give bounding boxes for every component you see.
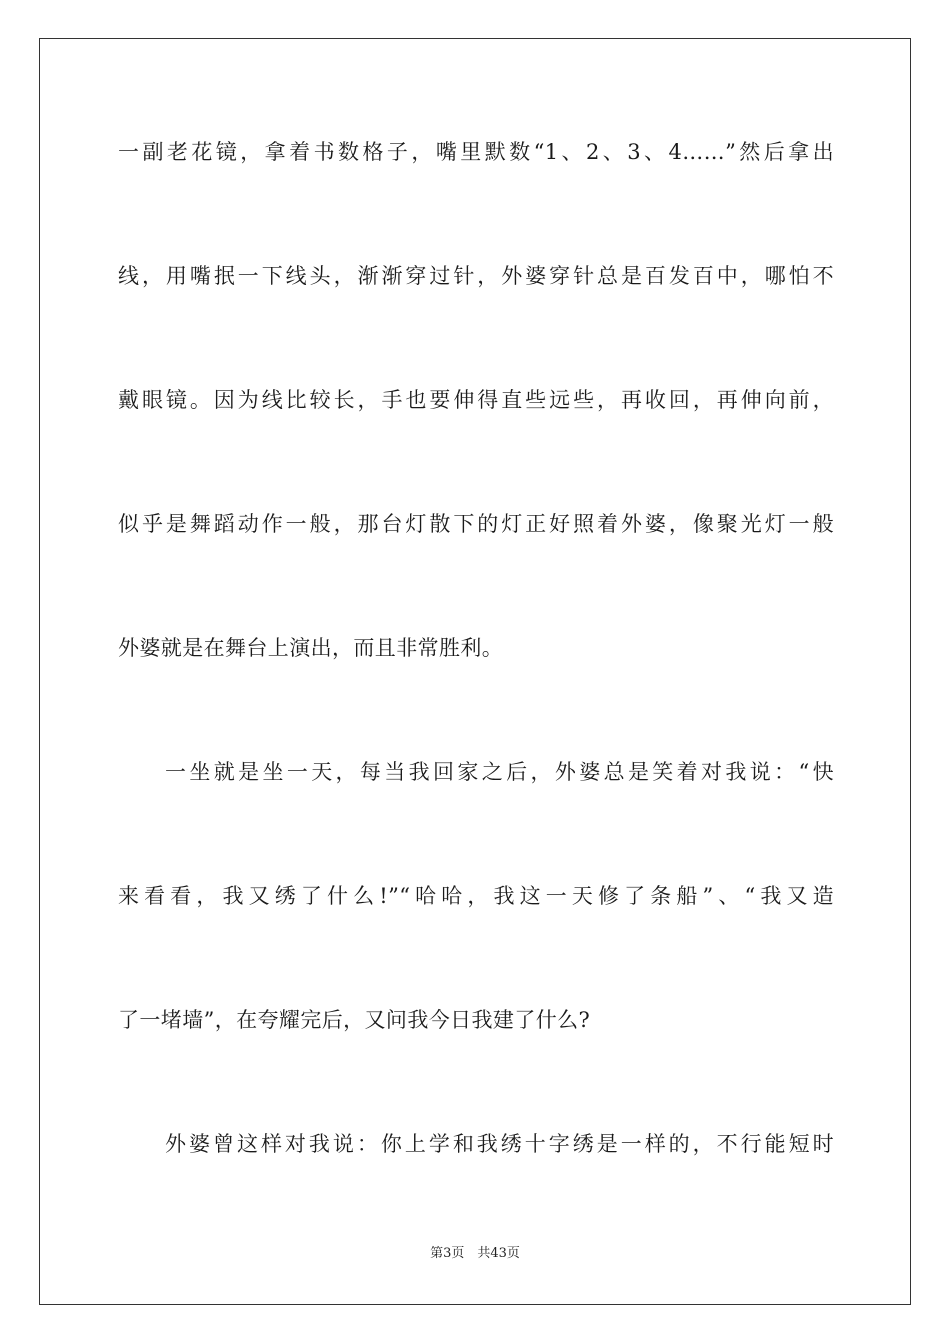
paragraph-line-9: 外婆曾这样对我说：你上学和我绣十字绣是一样的，不行能短时 (165, 1132, 834, 1156)
page-number-footer: 第3页 共43页 (430, 1246, 520, 1261)
paragraph-line-2: 线，用嘴抿一下线头，渐渐穿过针，外婆穿针总是百发百中，哪怕不 (118, 264, 834, 288)
paragraph-line-8: 了一堵墙”，在夸耀完后，又问我今日我建了什么? (118, 1008, 591, 1032)
page-border (39, 38, 911, 1305)
paragraph-line-6: 一坐就是坐一天，每当我回家之后，外婆总是笑着对我说：“快 (165, 760, 834, 784)
paragraph-line-3: 戴眼镜。因为线比较长，手也要伸得直些远些，再收回，再伸向前， (118, 388, 834, 412)
paragraph-line-1: 一副老花镜，拿着书数格子，嘴里默数“1、2、3、4……”然后拿出 (118, 140, 834, 164)
paragraph-line-7: 来看看，我又绣了什么!”“哈哈，我这一天修了条船”、“我又造 (118, 884, 834, 908)
paragraph-line-5: 外婆就是在舞台上演出，而且非常胜利。 (118, 636, 504, 660)
paragraph-line-4: 似乎是舞蹈动作一般，那台灯散下的灯正好照着外婆，像聚光灯一般 (118, 512, 834, 536)
